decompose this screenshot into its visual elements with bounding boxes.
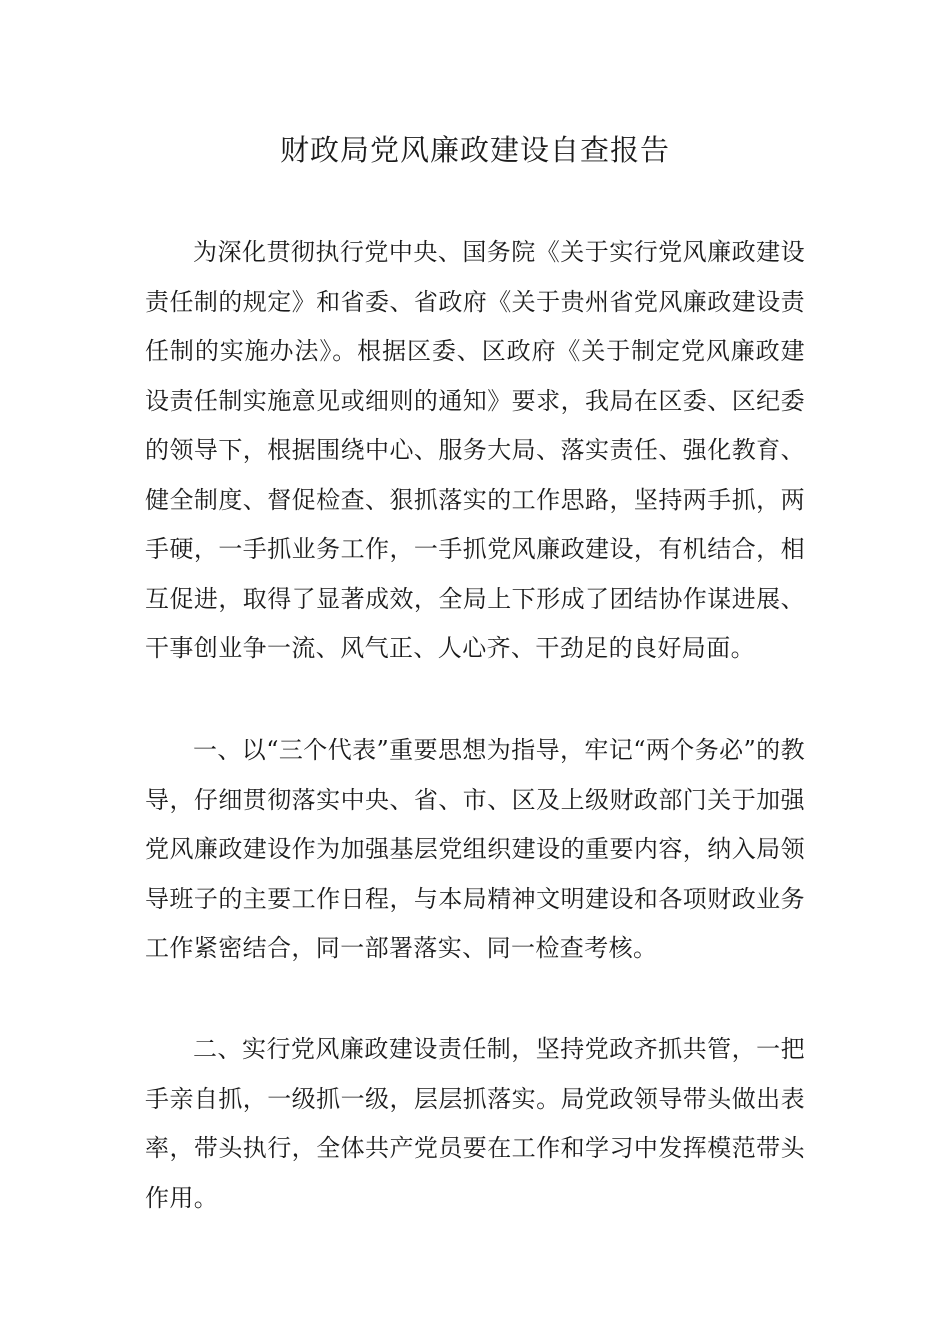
section-one-paragraph: 一、以“三个代表”重要思想为指导，牢记“两个务必”的教导，仔细贯彻落实中央、省、市、区及上级财政部门关于加强党风廉政建设作为加强基层党组织建设的重要内容，纳入局领导班子的主要工作日程，与本局精神文明建设和各项财政业务工作紧密结合，同一部署落实、同一检查考核。 [145,736,805,962]
section-two-paragraph: 二、实行党风廉政建设责任制，坚持党政齐抓共管，一把手亲自抓，一级抓一级，层层抓落实。局党政领导带头做出表率，带头执行，全体共产党员要在工作和学习中发挥模范带头作用。 [145,1035,805,1212]
document-title: 财政局党风廉政建设自查报告 [279,133,670,167]
intro-paragraph: 为深化贯彻执行党中央、国务院《关于实行党风廉政建设责任制的规定》和省委、省政府《关于贵州省党风廉政建设责任制的实施办法》。根据区委、区政府《关于制定党风廉政建设责任制实施意见或细则的通知》要求，我局在区委、区纪委的领导下，根据围绕中心、服务大局、落实责任、强化教育、健全制度、督促检查、狠抓落实的工作思路，坚持两手抓，两手硬，一手抓业务工作，一手抓党风廉政建设，有机结合，相互促进，取得了显著成效，全局上下形成了团结协作谋进展、干事创业争一流、风气正、人心齐、干劲足的良好局面。 [145,238,805,662]
